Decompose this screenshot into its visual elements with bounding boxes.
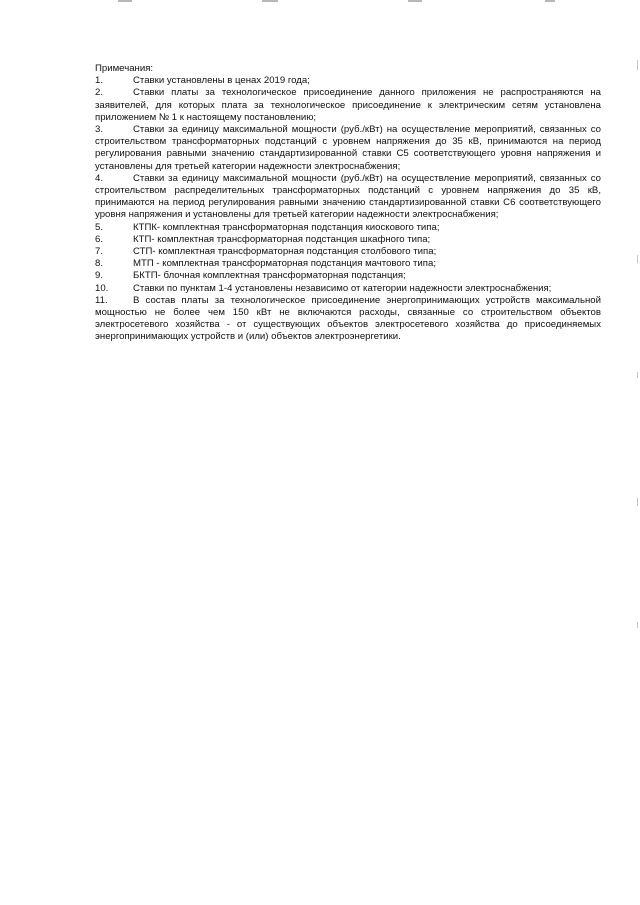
note-number: 3. (95, 124, 104, 136)
note-item-10 (95, 283, 601, 295)
note-text: МТП - комплектная трансформаторная подстанция мачтового типа; (133, 258, 436, 270)
note-item-2 (95, 87, 601, 124)
note-text: В состав платы за технологическое присоединение энергопринимающих устройств максимальной мощностью не более чем 150 кВт не включаются расходы, связанные со строительством объектов электросетевого хозяйства - от существующих объектов электросетевого хозяйства до присоединяемых энергопринимающих устройств и (или) объектов электроэнергетики. (95, 294, 601, 343)
note-text: Ставки по пунктам 1-4 установлены независимо от категории надежности электроснабжения; (133, 282, 552, 294)
note-number: 2. (95, 87, 104, 99)
note-text: Ставки за единицу максимальной мощности (руб./кВт) на осуществление мероприятий, связанных со строительством распределительных трансформаторных подстанций с уровнем напряжения до 35 кВ, принимаются на период регулирования равными значению стандартизированной ставки С6 соответствующего уровня напряжения и установлены для третьей категории надежности электроснабжения; (95, 172, 601, 221)
note-number: 4. (95, 172, 104, 184)
note-number: 9. (95, 270, 104, 282)
note-number: 5. (95, 221, 104, 233)
note-item-9 (95, 270, 601, 282)
note-number: 7. (95, 246, 104, 258)
note-item-8 (95, 258, 601, 270)
scan-top-edge-marks (0, 0, 640, 6)
note-item-4 (95, 173, 601, 222)
note-text: Ставки установлены в ценах 2019 года; (133, 75, 310, 87)
note-item-5 (95, 222, 601, 234)
note-item-11 (95, 295, 601, 344)
note-text: Ставки за единицу максимальной мощности (руб./кВт) на осуществление мероприятий, связанных со строительством трансформаторных подстанций с уровнем напряжения до 35 кВ, принимаются на период регулирования равными значению стандартизированной ставки С5 соответствующего уровня напряжения и установлены для третьей категории надежности электроснабжения; (95, 124, 601, 172)
note-text: БКТП- блочная комплектная трансформаторная подстанция; (133, 270, 406, 282)
note-item-6 (95, 234, 601, 246)
note-text: КТПК- комплектная трансформаторная подстанция киоскового типа; (133, 221, 440, 233)
note-item-1 (95, 75, 601, 87)
notes-section (95, 63, 601, 344)
note-number: 11. (95, 294, 108, 306)
note-text: СТП- комплектная трансформаторная подстанция столбового типа; (133, 246, 437, 258)
notes-title: Примечания: (95, 63, 154, 74)
note-item-7 (95, 246, 601, 258)
note-number: 8. (95, 258, 104, 270)
note-text: Ставки платы за технологическое присоединение данного приложения не распространяются на заявителей, для которых плата за технологическое присоединение к электрическим сетям установлена приложением № 1 к настоящему постановлению; (95, 87, 601, 123)
note-item-3 (95, 124, 601, 173)
note-number: 1. (95, 75, 104, 87)
note-number: 6. (95, 233, 104, 245)
note-number: 10. (95, 282, 109, 294)
note-text: КТП- комплектная трансформаторная подстанция шкафного типа; (133, 233, 431, 245)
